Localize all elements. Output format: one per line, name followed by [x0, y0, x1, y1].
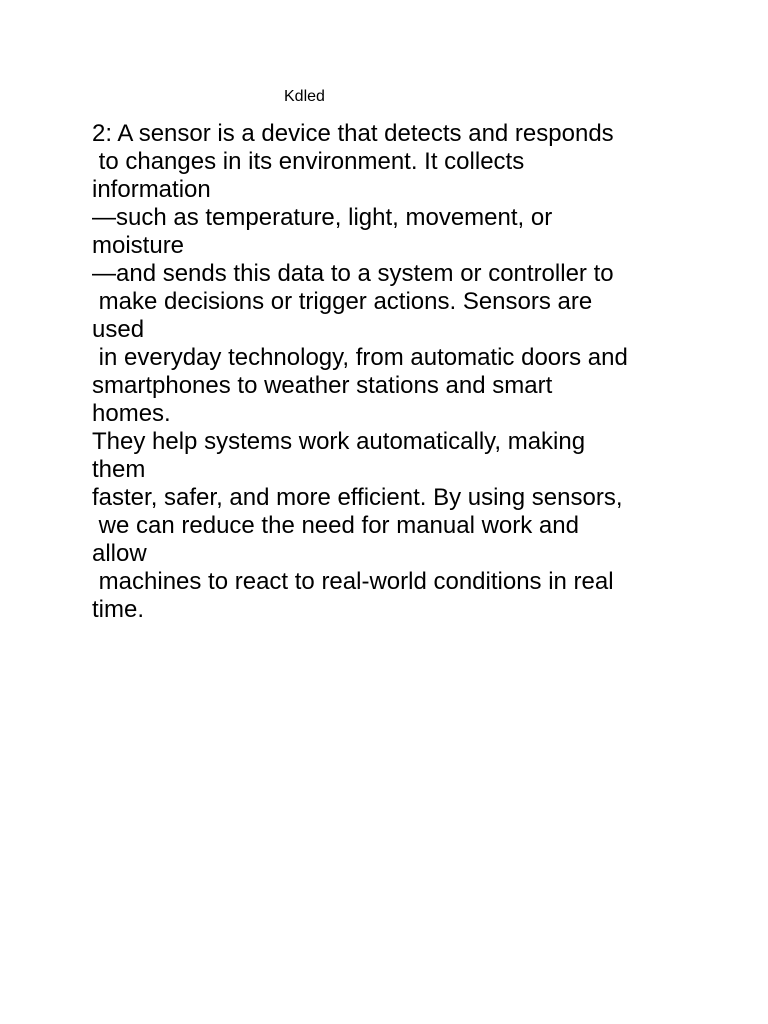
text-line: faster, safer, and more efficient. By using sensors,: [92, 484, 623, 511]
text-line: 2: A sensor is a device that detects and responds: [92, 120, 614, 147]
text-line: we can reduce the need for manual work and: [92, 512, 579, 539]
text-line: to changes in its environment. It collects: [92, 148, 525, 175]
text-line: homes.: [92, 400, 171, 427]
text-line: moisture: [92, 232, 185, 259]
text-line: make decisions or trigger actions. Sensors are: [92, 288, 593, 315]
text-line: They help systems work automatically, making: [92, 428, 586, 455]
text-line: time.: [92, 596, 145, 623]
body-paragraph: [92, 120, 732, 624]
text-line: information: [92, 176, 211, 203]
text-line: used: [92, 316, 145, 343]
text-line: in everyday technology, from automatic doors and: [92, 344, 628, 371]
text-line: machines to react to real-world conditions in real: [92, 568, 614, 595]
text-line: allow: [92, 540, 147, 567]
text-line: smartphones to weather stations and smart: [92, 372, 553, 399]
text-line: —such as temperature, light, movement, or: [92, 204, 553, 231]
page-header: Kdled: [284, 88, 325, 105]
text-line: them: [92, 456, 146, 483]
text-line: —and sends this data to a system or controller to: [92, 260, 614, 287]
